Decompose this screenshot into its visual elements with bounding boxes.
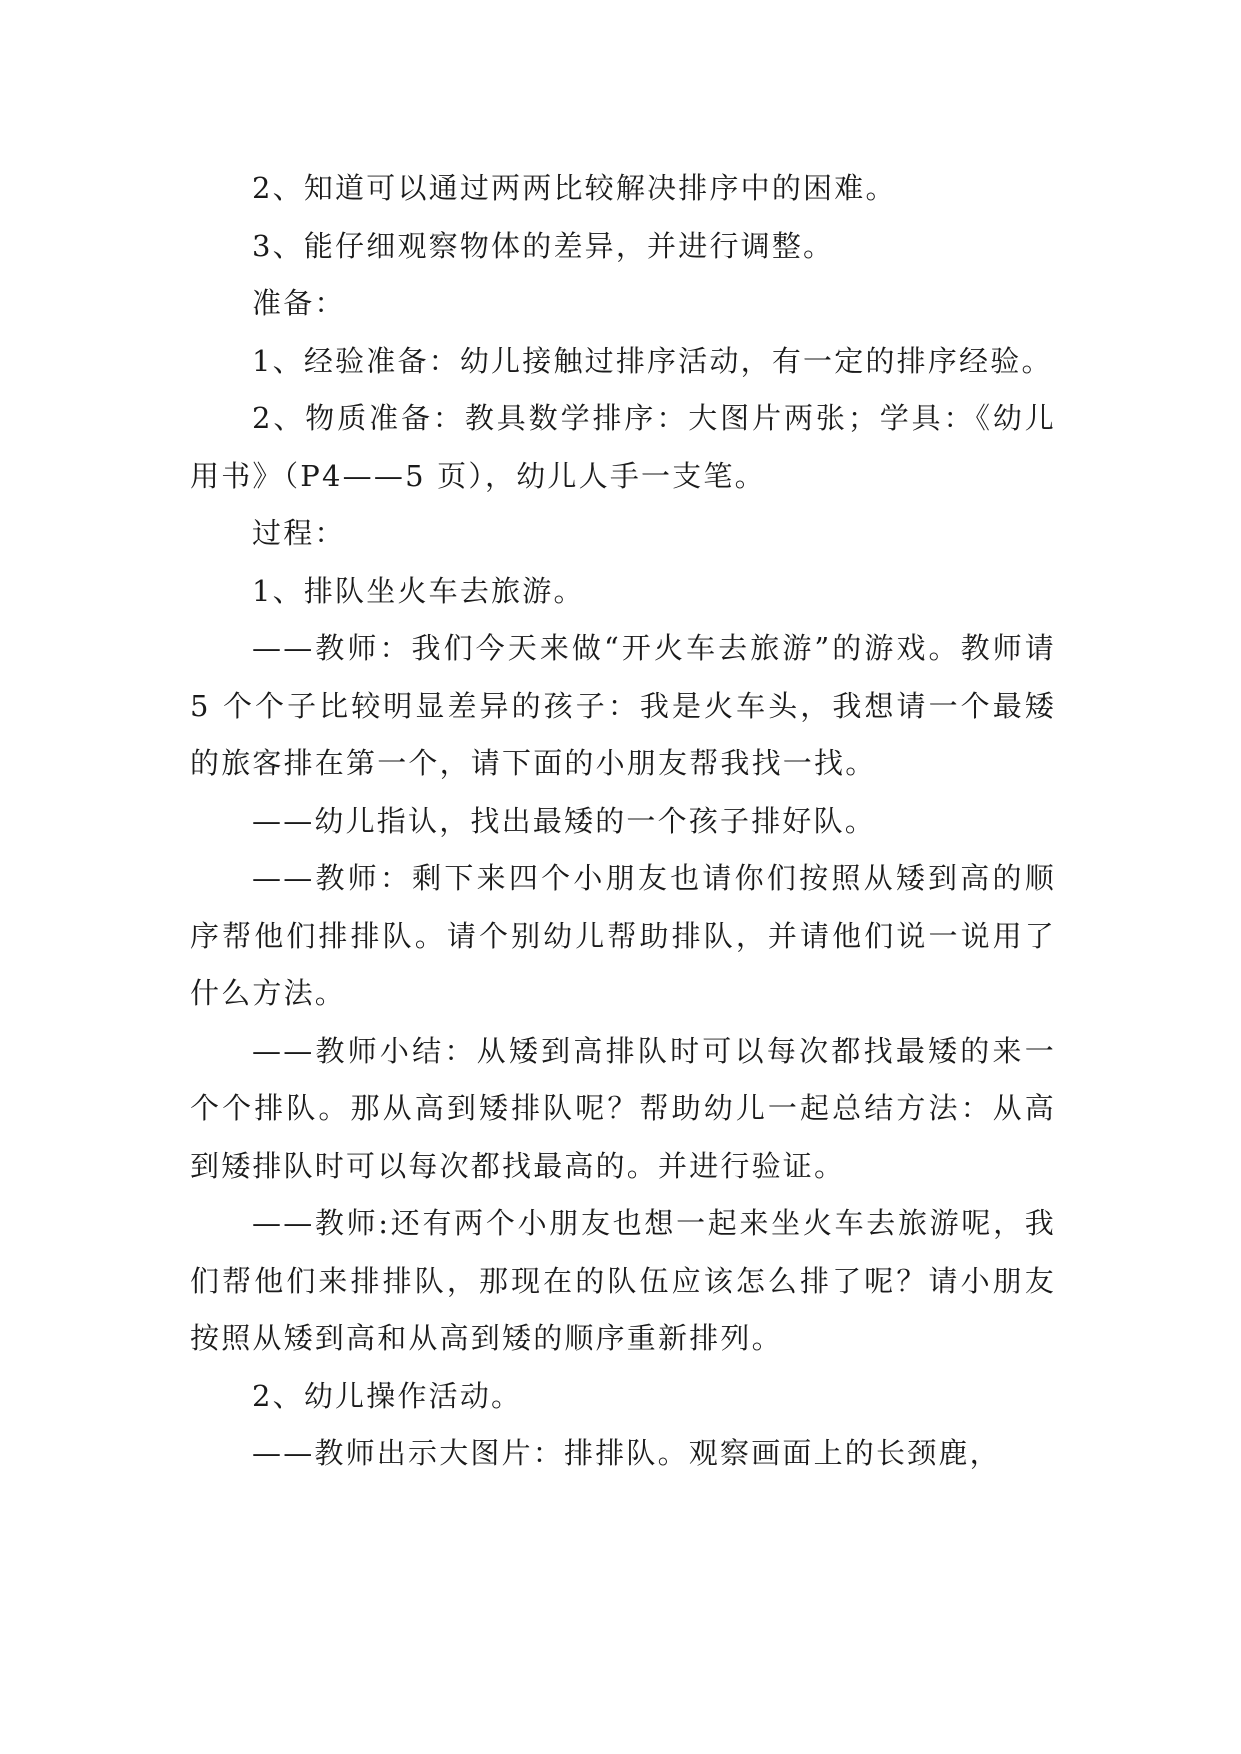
paragraph-objective-2: 2、知道可以通过两两比较解决排序中的困难。 xyxy=(252,171,897,205)
paragraph-step-2: 2、幼儿操作活动。 xyxy=(252,1378,523,1413)
document-body xyxy=(190,160,1056,1483)
paragraph-step-1: 1、排队坐火车去旅游。 xyxy=(252,573,585,608)
paragraph-preparation-materials: 2、物质准备：教具数学排序：大图片两张；学具：《幼儿用书》（P4——5 页），幼儿人手一支笔。 xyxy=(190,401,1056,493)
paragraph-children-identify: ——幼儿指认，找出最矮的一个孩子排好队。 xyxy=(252,803,877,838)
paragraph-teacher-two-more: ——教师:还有两个小朋友也想一起来坐火车去旅游呢，我们帮他们来排排队，那现在的队伍应该怎么排了呢？请小朋友按照从矮到高和从高到矮的顺序重新排列。 xyxy=(190,1206,1056,1355)
heading-process: 过程： xyxy=(252,516,346,550)
paragraph-teacher-show-picture: ——教师出示大图片：排排队。观察画面上的长颈鹿， xyxy=(252,1436,1001,1470)
paragraph-objective-3: 3、能仔细观察物体的差异，并进行调整。 xyxy=(252,228,835,263)
paragraph-teacher-remaining: ——教师：剩下来四个小朋友也请你们按照从矮到高的顺序帮他们排排队。请个别幼儿帮助排队，并请他们说一说用了什么方法。 xyxy=(190,861,1056,1010)
paragraph-preparation-experience: 1、经验准备：幼儿接触过排序活动，有一定的排序经验。 xyxy=(252,343,1053,378)
heading-preparation: 准备： xyxy=(252,286,346,320)
paragraph-teacher-intro: ——教师：我们今天来做“开火车去旅游”的游戏。教师请 5 个个子比较明显差异的孩子：我是火车头，我想请一个最矮的旅客排在第一个，请下面的小朋友帮我找一找。 xyxy=(190,631,1056,780)
paragraph-teacher-summary: ——教师小结：从矮到高排队时可以每次都找最矮的来一个个排队。那从高到矮排队呢？帮助幼儿一起总结方法：从高到矮排队时可以每次都找最高的。并进行验证。 xyxy=(190,1033,1056,1183)
